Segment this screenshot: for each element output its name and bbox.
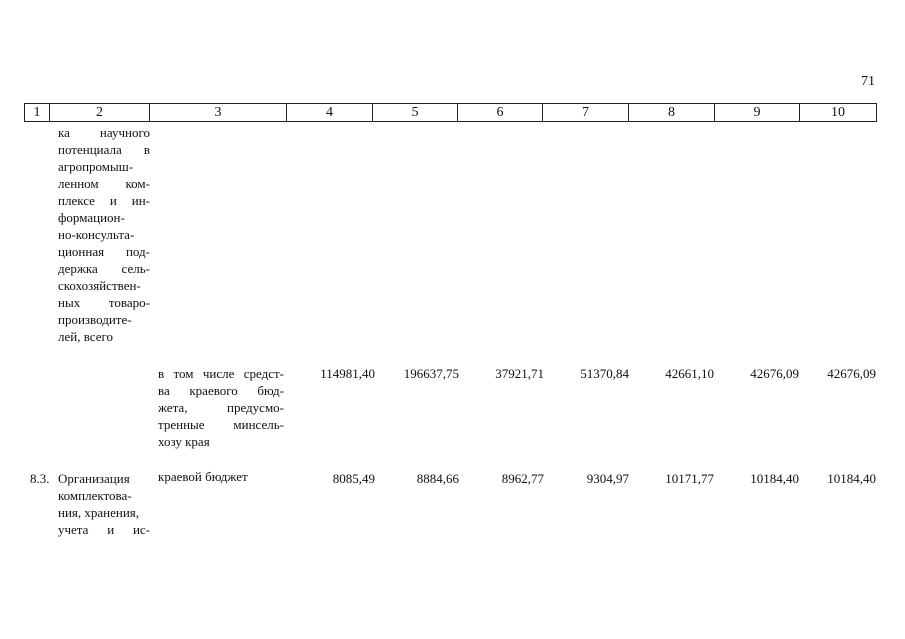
- text-line: ных товаро-: [58, 295, 150, 310]
- text-line: тренные минсель-: [158, 417, 284, 432]
- row3-activity-name: [58, 470, 150, 538]
- text-line: потенциала в: [58, 142, 150, 157]
- text-line: плексе и ин-: [58, 193, 150, 208]
- row3-value-col5: 8884,66: [416, 471, 459, 486]
- text-line: но-консульта-: [58, 227, 135, 242]
- row3-value-col8: 10171,77: [665, 471, 714, 486]
- text-line: ционная под-: [58, 244, 150, 259]
- row2-value-col5: 196637,75: [403, 366, 459, 381]
- row2-value-col6: 37921,71: [495, 366, 544, 381]
- column-number-header: [24, 103, 877, 122]
- header-col-4: 4: [287, 104, 373, 122]
- header-col-5: 5: [373, 104, 458, 122]
- text-line: агропромыш-: [58, 159, 134, 174]
- header-col-3: 3: [150, 104, 287, 122]
- row3-item-number: 8.3.: [30, 471, 50, 486]
- text-line: Организация: [58, 471, 130, 486]
- text-line: ленном ком-: [58, 176, 150, 191]
- header-col-7: 7: [543, 104, 629, 122]
- text-line: комплектова-: [58, 488, 132, 503]
- row3-value-col4: 8085,49: [332, 471, 375, 486]
- text-line: ния, хранения,: [58, 505, 140, 520]
- row2-value-col8: 42661,10: [665, 366, 714, 381]
- row3-value-col10: 10184,40: [827, 471, 876, 486]
- text-line: ка научного: [58, 125, 150, 140]
- text-line: хозу края: [158, 434, 210, 449]
- header-col-8: 8: [629, 104, 715, 122]
- row2-value-col7: 51370,84: [580, 366, 629, 381]
- row3-funding-source: краевой бюджет: [158, 469, 248, 484]
- row3-value-col9: 10184,40: [750, 471, 799, 486]
- row2-value-col4: 114981,40: [320, 366, 375, 381]
- text-line: скохозяйствен-: [58, 278, 141, 293]
- text-line: учета и ис-: [58, 522, 150, 537]
- row1-activity-name: [58, 124, 150, 345]
- header-col-9: 9: [715, 104, 800, 122]
- text-line: держка сель-: [58, 261, 150, 276]
- row2-funding-source: [158, 365, 284, 450]
- text-line: производите-: [58, 312, 132, 327]
- row2-value-col9: 42676,09: [750, 366, 799, 381]
- text-line: ва краевого бюд-: [158, 383, 284, 398]
- row2-value-col10: 42676,09: [827, 366, 876, 381]
- header-col-10: 10: [800, 104, 877, 122]
- text-line: лей, всего: [58, 329, 113, 344]
- header-col-2: 2: [50, 104, 150, 122]
- row3-value-col7: 9304,97: [586, 471, 629, 486]
- row3-value-col6: 8962,77: [501, 471, 544, 486]
- header-col-1: 1: [25, 104, 50, 122]
- text-line: в том числе средст-: [158, 366, 284, 381]
- page-number: 71: [861, 74, 875, 89]
- text-line: жета, предусмо-: [158, 400, 284, 415]
- text-line: формацион-: [58, 210, 125, 225]
- header-col-6: 6: [458, 104, 543, 122]
